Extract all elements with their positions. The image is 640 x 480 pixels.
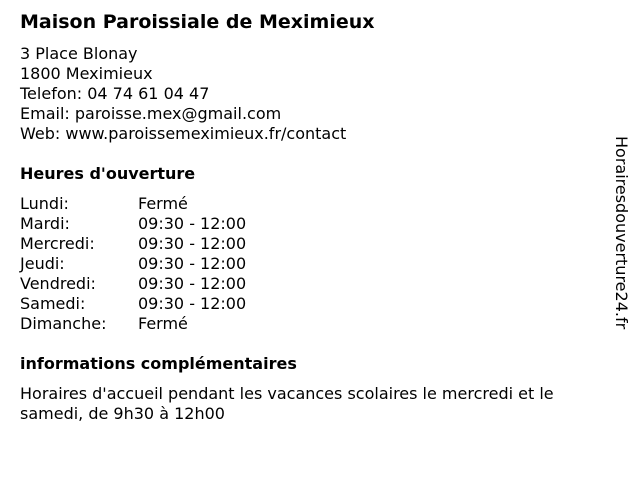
hours-day: Mardi:	[20, 214, 70, 233]
hours-row-monday	[20, 194, 246, 214]
hours-row-sunday	[20, 314, 246, 334]
info-heading: informations complémentaires	[20, 354, 297, 373]
email-line: Email: paroisse.mex@gmail.com	[20, 104, 282, 123]
hours-time: 09:30 - 12:00	[138, 294, 247, 313]
hours-table	[20, 194, 246, 334]
hours-day: Dimanche:	[20, 314, 107, 333]
hours-row-tuesday	[20, 214, 246, 234]
hours-row-saturday	[20, 294, 246, 314]
web-line: Web: www.paroissemeximieux.fr/contact	[20, 124, 347, 143]
hours-row-wednesday	[20, 234, 246, 254]
hours-heading: Heures d'ouverture	[20, 164, 196, 183]
address-block	[20, 44, 346, 144]
hours-time: Fermé	[138, 314, 188, 333]
hours-row-friday	[20, 274, 246, 294]
hours-day: Vendredi:	[20, 274, 96, 293]
hours-time: 09:30 - 12:00	[138, 214, 247, 233]
page-title: Maison Paroissiale de Meximieux	[20, 11, 375, 33]
hours-time: Fermé	[138, 194, 188, 213]
hours-time: 09:30 - 12:00	[138, 274, 247, 293]
hours-day: Samedi:	[20, 294, 86, 313]
hours-day: Lundi:	[20, 194, 69, 213]
hours-day: Jeudi:	[20, 254, 65, 273]
hours-time: 09:30 - 12:00	[138, 254, 247, 273]
hours-day: Mercredi:	[20, 234, 95, 253]
hours-row-thursday	[20, 254, 246, 274]
city-address: 1800 Meximieux	[20, 64, 153, 83]
info-text: Horaires d'accueil pendant les vacances scolaires le mercredi et le samedi, de 9h30 à 12h00	[20, 384, 554, 423]
street-address: 3 Place Blonay	[20, 44, 138, 63]
phone-line: Telefon: 04 74 61 04 47	[20, 84, 210, 103]
hours-time: 09:30 - 12:00	[138, 234, 247, 253]
watermark: Horairesdouverture24.fr	[612, 136, 631, 330]
